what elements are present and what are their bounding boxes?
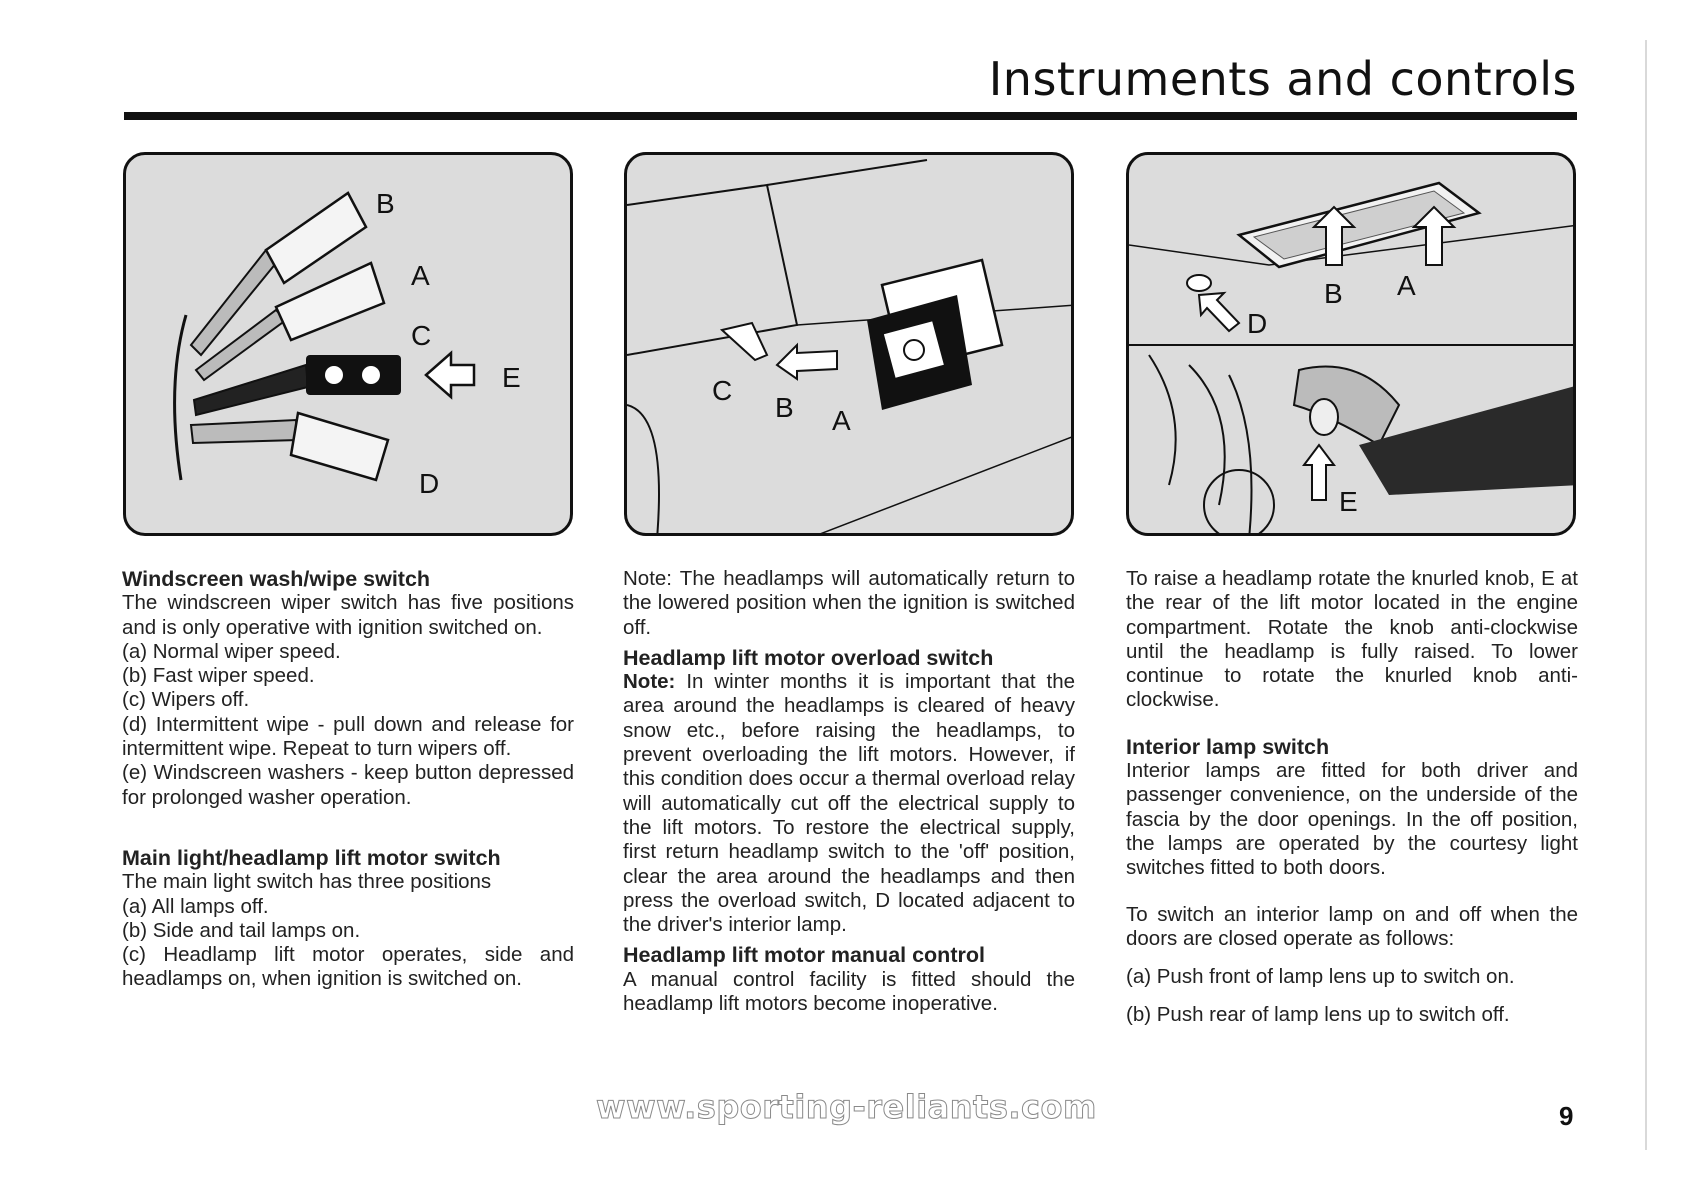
arrow-c-icon <box>722 323 767 360</box>
interior-lamp-figure <box>1126 152 1576 536</box>
wiper-item-a: (a) Normal wiper speed. <box>122 639 341 663</box>
wiper-label-a: A <box>411 260 430 291</box>
manual-control-text: A manual control facility is fitted should the headlamp lift motors become inoperative. <box>623 967 1075 1016</box>
column-wiper-and-lights <box>122 567 574 992</box>
main-light-intro: The main light switch has three positions <box>122 870 492 894</box>
lamp-label-b: B <box>1324 278 1343 309</box>
raise-headlamp-text: To raise a headlamp rotate the knurled knob, E at the rear of the lift motor located in the engine compartment. Rotate the knob anti-clockwise until the headlamp is fully raised. To lower continue to rotate the knurled knob anti-clockwise. <box>1126 567 1578 712</box>
column-headlamp-motor <box>623 567 1075 1016</box>
overload-switch-body: In winter months it is important that the area around the headlamps is cleared of heavy snow etc., before raising the headlamps, to prevent overloading the lift motors. However, if this condition does occur a thermal overload relay will automatically cut off the electrical supply to the lift motors. To restore the electrical supply, first return headlamp switch to the 'off' position, clear the area around the headlamps and then press the overload switch, D located adjacent to the driver's interior lamp. <box>623 670 1076 937</box>
wiper-intro: The windscreen wiper switch has five positions and is only operative with ignition switched on. <box>122 591 574 639</box>
wiper-item-c: (c) Wipers off. <box>122 688 250 712</box>
column-interior-lamp <box>1126 567 1578 1028</box>
switch-housing <box>867 260 1002 410</box>
lamp-label-e: E <box>1339 486 1358 517</box>
arrow-b-icon <box>777 345 837 379</box>
main-light-item-b: (b) Side and tail lamps on. <box>122 918 361 942</box>
arrow-d-icon <box>1187 275 1239 331</box>
stalk-b <box>191 193 366 355</box>
interior-lamp-step-b: (b) Push rear of lamp lens up to switch off. <box>1126 1003 1510 1027</box>
wiper-item-b: (b) Fast wiper speed. <box>122 664 315 688</box>
note-label: Note: <box>623 670 676 694</box>
spacer <box>122 810 574 846</box>
arrow-e-icon <box>426 353 474 397</box>
main-light-item-c: (c) Headlamp lift motor operates, side and headlamps on, when ignition is switched on. <box>122 943 574 991</box>
main-light-item-a: (a) All lamps off. <box>122 894 269 918</box>
wiper-label-b: B <box>376 188 395 219</box>
lamp-label-a: A <box>1397 270 1416 301</box>
spacer <box>1126 989 1578 1003</box>
page-header-title: Instruments and controls <box>988 52 1577 106</box>
page-edge-line <box>1645 40 1647 1150</box>
spacer <box>1126 881 1578 903</box>
wiper-label-c: C <box>411 320 432 351</box>
header-rule <box>124 112 1577 120</box>
interior-lamp-step-a: (a) Push front of lamp lens up to switch on. <box>1126 965 1515 989</box>
stalk-d <box>191 413 388 480</box>
wiper-label-d: D <box>419 468 440 499</box>
auto-lower-note: Note: The headlamps will automatically return to the lowered position when the ignition is switched off. <box>623 567 1075 639</box>
overload-switch-text <box>623 670 1075 937</box>
watermark: www.sporting-reliants.com <box>596 1088 1097 1126</box>
headlamp-label-c: C <box>712 375 733 406</box>
lamp-label-d: D <box>1247 308 1268 339</box>
lift-motor <box>1149 355 1576 536</box>
headlamp-label-b: B <box>775 392 794 423</box>
interior-lamp-text: Interior lamps are fitted for both driver and passenger convenience, on the underside of the fascia by the door openings. In the off position, the lamps are operated by the courtesy light switches fitted to both doors. <box>1126 759 1578 880</box>
interior-lamp-heading: Interior lamp switch <box>1126 734 1330 759</box>
interior-lamp-procedure: To switch an interior lamp on and off when the doors are closed operate as follows: <box>1126 902 1578 950</box>
wiper-label-e: E <box>502 362 521 393</box>
wiper-switch-figure <box>123 152 573 536</box>
manual-control-heading: Headlamp lift motor manual control <box>623 943 985 968</box>
headlamp-label-a: A <box>832 405 851 436</box>
spacer <box>1126 713 1578 735</box>
wiper-item-e: (e) Windscreen washers - keep button depressed for prolonged washer operation. <box>122 761 574 809</box>
main-light-heading: Main light/headlamp lift motor switch <box>122 845 501 870</box>
wiper-heading: Windscreen wash/wipe switch <box>122 567 431 591</box>
arrow-e-icon <box>1304 445 1334 500</box>
wiper-item-d: (d) Intermittent wipe - pull down and release for intermittent wipe. Repeat to turn wipers off. <box>122 712 574 761</box>
overload-switch-heading: Headlamp lift motor overload switch <box>623 645 994 670</box>
spacer <box>1126 951 1578 965</box>
page-number: 9 <box>1559 1101 1574 1131</box>
headlamp-switch-figure <box>624 152 1074 536</box>
